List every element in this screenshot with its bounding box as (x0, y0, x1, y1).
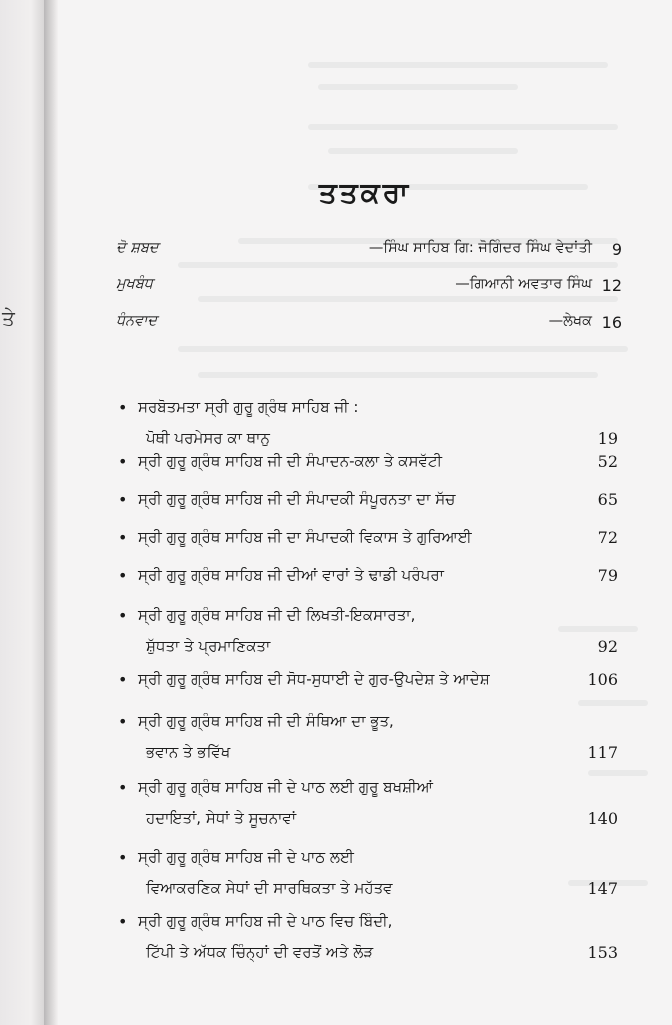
entry-title-line: ਸ਼ੁੱਧਤਾ ਤੇ ਪ੍ਰਮਾਣਿਕਤਾ (146, 637, 271, 655)
entry-title-line: ਸ੍ਰੀ ਗੁਰੂ ਗ੍ਰੰਥ ਸਾਹਿਬ ਜੀ ਦੀ ਸੰਪਾਦਕੀ ਸੰਪੂਰਨਤਾ ਦਾ ਸੱਚ (138, 490, 456, 508)
bullet-icon: • (118, 670, 128, 689)
entry-title-line: ਸ੍ਰੀ ਗੁਰੂ ਗ੍ਰੰਥ ਸਾਹਿਬ ਜੀ ਦੇ ਪਾਠ ਲਈ (138, 848, 354, 866)
bullet-icon: • (118, 566, 128, 585)
page-number: 106 (587, 670, 618, 689)
entry-title-line: ਭਵਾਨ ਤੇ ਭਵਿੱਖ (146, 743, 231, 761)
entry-title-line: ਪੋਥੀ ਪਰਮੇਸਰ ਕਾ ਥਾਨੁ (146, 429, 270, 447)
front-matter-row[interactable] (116, 240, 622, 266)
entry-title-line: ਟਿੱਪੀ ਤੇ ਅੱਧਕ ਚਿੰਨ੍ਹਾਂ ਦੀ ਵਰਤੋਂ ਅਤੇ ਲੋੜ (146, 943, 374, 961)
entry-title-line: ਵਿਆਕਰਣਿਕ ਸੇਧਾਂ ਦੀ ਸਾਰਥਿਕਤਾ ਤੇ ਮਹੱਤਵ (146, 879, 393, 897)
page-number: 65 (597, 490, 618, 509)
contents-entry[interactable] (118, 398, 618, 460)
bullet-icon: • (118, 912, 128, 931)
front-matter-author: —ਸਿੰਘ ਸਾਹਿਬ ਗਿ: ਜੋਗਿੰਦਰ ਸਿੰਘ ਵੇਦਾਂਤੀ (368, 240, 592, 256)
bullet-icon: • (118, 452, 128, 471)
front-matter-label: ਮੁਖਬੰਧ (116, 276, 153, 292)
bullet-icon: • (118, 606, 128, 625)
page-number: 72 (597, 528, 618, 547)
bullet-icon: • (118, 528, 128, 547)
contents-entry[interactable] (118, 912, 618, 974)
contents-entry[interactable] (118, 566, 618, 597)
bullet-icon: • (118, 778, 128, 797)
bullet-icon: • (118, 490, 128, 509)
contents-entry[interactable] (118, 490, 618, 521)
page-number: 16 (601, 313, 622, 332)
front-matter-row[interactable] (116, 313, 622, 339)
page-number: 92 (597, 637, 618, 656)
page-number: 140 (587, 809, 618, 828)
page-number: 9 (611, 240, 622, 259)
contents-entry[interactable] (118, 712, 618, 774)
contents-entry[interactable] (118, 528, 618, 559)
bullet-icon: • (118, 398, 128, 417)
page-number: 147 (587, 879, 618, 898)
page-number: 153 (587, 943, 618, 962)
entry-title-line: ਸਰਬੋਤਮਤਾ ਸ੍ਰੀ ਗੁਰੂ ਗ੍ਰੰਥ ਸਾਹਿਬ ਜੀ : (138, 398, 359, 416)
contents-entry[interactable] (118, 670, 618, 701)
page-number: 117 (587, 743, 618, 762)
entry-title-line: ਹਦਾਇਤਾਂ, ਸੇਧਾਂ ਤੇ ਸੂਚਨਾਵਾਂ (146, 809, 297, 827)
entry-title-line: ਸ੍ਰੀ ਗੁਰੂ ਗ੍ਰੰਥ ਸਾਹਿਬ ਜੀ ਦੀ ਲਿਖਤੀ-ਇਕਸਾਰਤਾ, (138, 606, 416, 624)
left-facing-page (0, 0, 44, 1025)
page-title: ਤਤਕਰਾ (318, 176, 412, 209)
contents-entry[interactable] (118, 848, 618, 910)
page-number: 52 (597, 452, 618, 471)
front-matter-author: —ਗਿਆਨੀ ਅਵਤਾਰ ਸਿੰਘ (455, 276, 592, 292)
entry-title-line: ਸ੍ਰੀ ਗੁਰੂ ਗ੍ਰੰਥ ਸਾਹਿਬ ਜੀ ਦਾ ਸੰਪਾਦਕੀ ਵਿਕਾਸ ਤੇ ਗੁਰਿਆਈ (138, 528, 472, 546)
page-number: 79 (597, 566, 618, 585)
page-number: 12 (601, 276, 622, 295)
entry-title-line: ਸ੍ਰੀ ਗੁਰੂ ਗ੍ਰੰਥ ਸਾਹਿਬ ਜੀ ਦੀਆਂ ਵਾਰਾਂ ਤੇ ਢਾਡੀ ਪਰੰਪਰਾ (138, 566, 444, 584)
left-page-edge-text: ਤੇ (2, 306, 15, 330)
contents-entry[interactable] (118, 452, 618, 483)
front-matter-author: —ਲੇਖਕ (548, 313, 592, 329)
contents-entry[interactable] (118, 606, 618, 668)
table-of-contents-page (58, 0, 672, 1025)
bullet-icon: • (118, 848, 128, 867)
front-matter-label: ਦੋ ਸ਼ਬਦ (116, 240, 159, 256)
front-matter-row[interactable] (116, 276, 622, 302)
page-number: 19 (597, 429, 618, 448)
entry-title-line: ਸ੍ਰੀ ਗੁਰੂ ਗ੍ਰੰਥ ਸਾਹਿਬ ਜੀ ਦੇ ਪਾਠ ਵਿਚ ਬਿੰਦੀ, (138, 912, 393, 930)
entry-title-line: ਸ੍ਰੀ ਗੁਰੂ ਗ੍ਰੰਥ ਸਾਹਿਬ ਜੀ ਦੀ ਸੰਥਿਆ ਦਾ ਭੂਤ, (138, 712, 394, 730)
entry-title-line: ਸ੍ਰੀ ਗੁਰੂ ਗ੍ਰੰਥ ਸਾਹਿਬ ਦੀ ਸੋਧ-ਸੁਧਾਈ ਦੇ ਗੁਰ-ਉਪਦੇਸ਼ ਤੇ ਆਦੇਸ਼ (138, 670, 490, 688)
book-spine (44, 0, 58, 1025)
entry-title-line: ਸ੍ਰੀ ਗੁਰੂ ਗ੍ਰੰਥ ਸਾਹਿਬ ਜੀ ਦੀ ਸੰਪਾਦਨ-ਕਲਾ ਤੇ ਕਸਵੱਟੀ (138, 452, 443, 470)
front-matter-label: ਧੰਨਵਾਦ (116, 313, 158, 329)
entry-title-line: ਸ੍ਰੀ ਗੁਰੂ ਗ੍ਰੰਥ ਸਾਹਿਬ ਜੀ ਦੇ ਪਾਠ ਲਈ ਗੁਰੂ ਬਖਸ਼ੀਆਂ (138, 778, 433, 796)
contents-entry[interactable] (118, 778, 618, 840)
bullet-icon: • (118, 712, 128, 731)
